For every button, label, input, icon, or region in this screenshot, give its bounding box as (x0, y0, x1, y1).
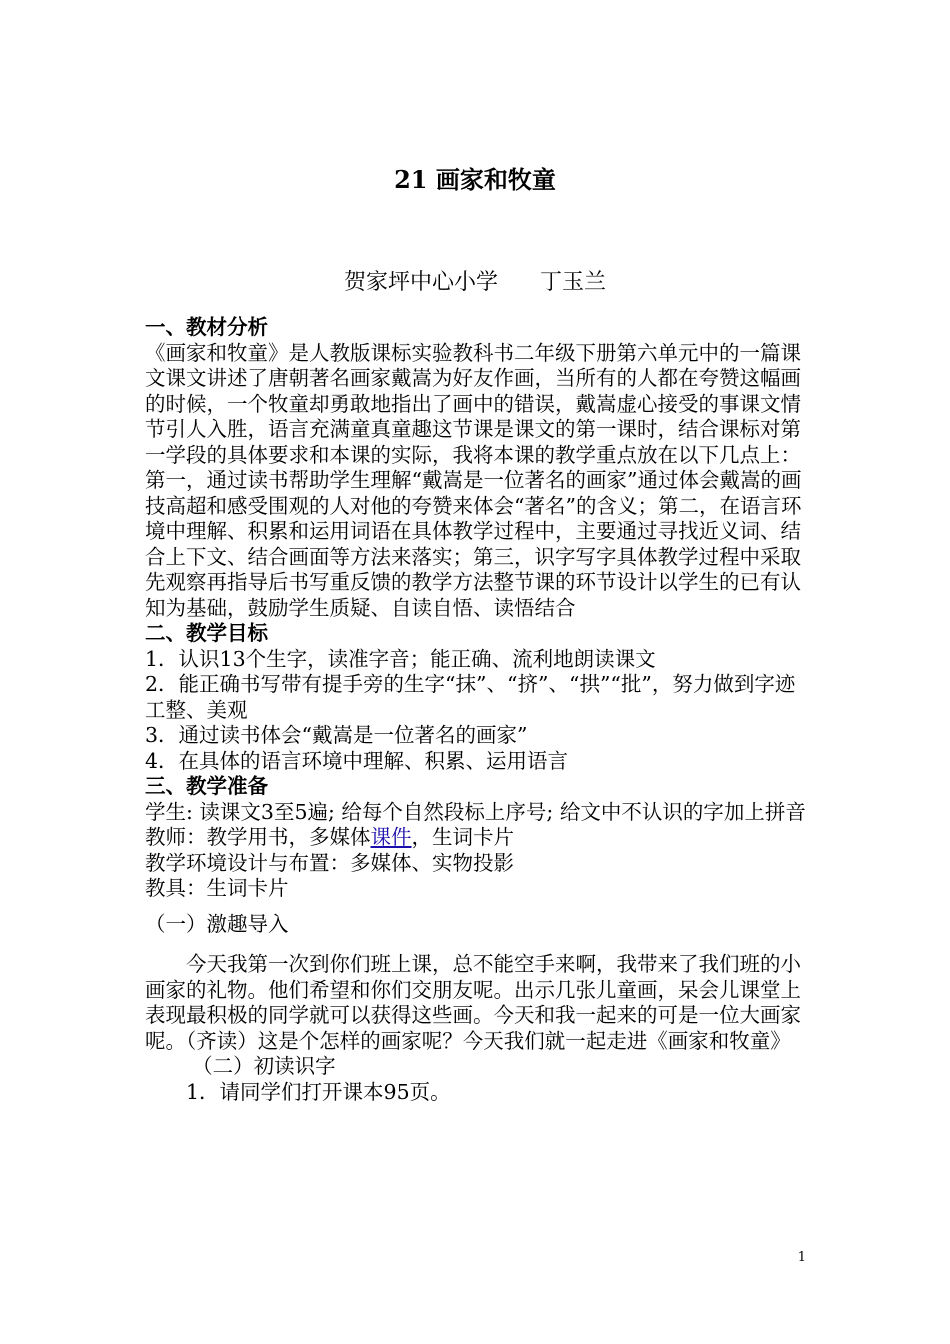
goal-item-1: 1．认识13个生字，读准字音；能正确、流利地朗读课文 (145, 646, 656, 671)
intro-heading: （一）激趣导入 (145, 911, 289, 936)
preparation-teacher (145, 825, 810, 851)
reading-heading: （二）初读识字 (192, 1054, 336, 1078)
author-line: 贺家坪中心小学 丁玉兰 (344, 270, 606, 295)
section-heading-goals: 二、教学目标 (145, 621, 268, 645)
document-title: 21 画家和牧童 (394, 165, 556, 194)
goal-item-2: 2．能正确书写带有提手旁的生字“抹”、“挤”、“拱”“批”，努力做到字迹工整、美观 (145, 672, 796, 722)
spacer (145, 937, 810, 952)
reading-step-1: 1．请同学们打开课本95页。 (186, 1079, 451, 1104)
preparation-tools: 教具：生词卡片 (145, 876, 289, 900)
page-number: 1 (797, 1250, 806, 1265)
intro-paragraph: 今天我第一次到你们班上课，总不能空手来啊，我带来了我们班的小画家的礼物。他们希望和你们交朋友呢。出示几张儿童画，呆会儿课堂上表现最积极的同学就可以获得这些画。今天和我一起来的可是一位大画家呢。（齐读）这是个怎样的画家呢？今天我们就一起走进《画家和牧童》 (145, 952, 801, 1053)
preparation-teacher-text-end: ，生词卡片 (411, 825, 514, 849)
section-heading-analysis: 一、教材分析 (145, 315, 268, 339)
goal-item-4: 4．在具体的语言环境中理解、积累、运用语言 (145, 748, 569, 773)
goal-item-3: 3．通过读书体会“戴嵩是一位著名的画家” (145, 723, 528, 747)
document-body (145, 315, 810, 1105)
analysis-paragraph: 《画家和牧童》是人教版课标实验教科书二年级下册第六单元中的一篇课文课文讲述了唐朝著名画家戴嵩为好友作画，当所有的人都在夸赞这幅画的时候，一个牧童却勇敢地指出了画中的错误，戴嵩虚心接受的事课文情节引人入胜，语言充满童真童趣这节课是课文的第一课时，结合课标对第一学段的具体要求和本课的实际，我将本课的教学重点放在以下几点上：第一，通过读书帮助学生理解“戴嵩是一位著名的画家”通过体会戴嵩的画技高超和感受围观的人对他的夸赞来体会“著名”的含义；第二，在语言环境中理解、积累和运用词语在具体教学过程中，主要通过寻找近义词、结合上下文、结合画面等方法来落实；第三，识字写字具体教学过程中采取先观察再指导后书写重反馈的教学方法整节课的环节设计以学生的已有认知为基础，鼓励学生质疑、自读自悟、读悟结合 (145, 340, 802, 620)
section-heading-preparation: 三、教学准备 (145, 774, 268, 798)
preparation-student: 学生: 读课文3至5遍; 给每个自然段标上序号; 给文中不认识的字加上拼音 (145, 799, 806, 824)
courseware-link[interactable]: 课件 (370, 825, 412, 849)
preparation-environment: 教学环境设计与布置：多媒体、实物投影 (145, 850, 514, 875)
preparation-teacher-text: 教师：教学用书，多媒体 (145, 825, 371, 849)
